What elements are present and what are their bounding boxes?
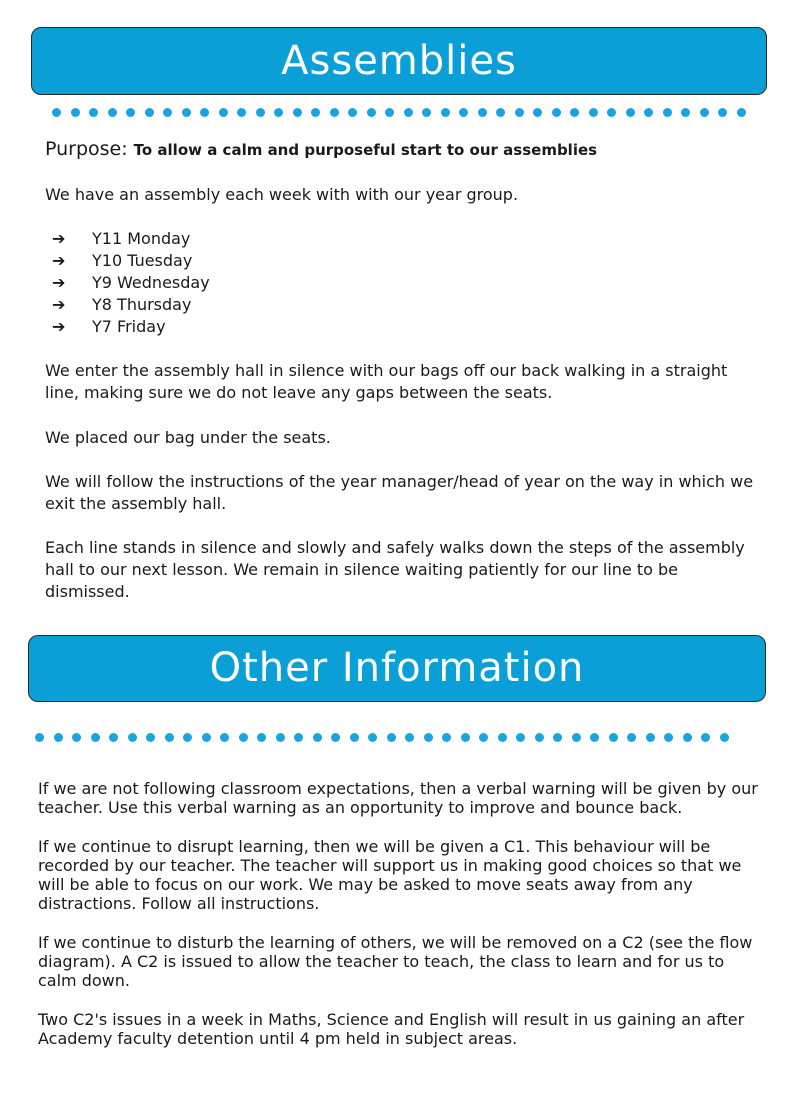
divider-dot [626,108,635,117]
arrow-icon: ➔ [52,317,66,336]
divider-dot [552,108,561,117]
divider-dot [644,108,653,117]
divider-dot [367,108,376,117]
purpose-line [45,138,597,161]
divider-dot [257,733,266,742]
divider-dot [461,733,470,742]
day-label: Y10 Tuesday [92,251,193,270]
assembly-paragraph: We placed our bag under the seats. [45,428,331,447]
divider-dot [516,733,525,742]
divider-dot [496,108,505,117]
divider-dot [200,108,209,117]
arrow-icon: ➔ [52,273,66,292]
dotted-divider-2 [35,733,723,743]
divider-dot [663,108,672,117]
assembly-paragraph: We will follow the instructions of the year manager/head of year on the way in which we exit the assembly hall. [45,472,754,513]
divider-dot [220,733,229,742]
day-label: Y11 Monday [92,229,191,248]
divider-dot [109,733,118,742]
divider-dot [442,733,451,742]
arrow-icon: ➔ [52,295,66,314]
divider-dot [219,108,228,117]
assemblies-heading: Assemblies [31,27,767,95]
divider-dot [331,733,340,742]
divider-dot [350,733,359,742]
divider-dot [91,733,100,742]
divider-dot [202,733,211,742]
day-label: Y8 Thursday [92,295,192,314]
arrow-icon: ➔ [52,229,66,248]
divider-dot [478,108,487,117]
assembly-paragraph: We enter the assembly hall in silence with our bags off our back walking in a straight line, making sure we do not leave any gaps between the seats. [45,361,728,402]
divider-dot [126,108,135,117]
divider-dot [128,733,137,742]
divider-dot [479,733,488,742]
divider-dot [459,108,468,117]
divider-dot [52,108,61,117]
divider-dot [89,108,98,117]
divider-dot [737,108,746,117]
divider-dot [54,733,63,742]
divider-dot [424,733,433,742]
divider-dot [553,733,562,742]
divider-dot [422,108,431,117]
divider-dot [108,108,117,117]
divider-dot [404,108,413,117]
divider-dot [441,108,450,117]
divider-dot [313,733,322,742]
day-label: Y7 Friday [92,317,166,336]
divider-dot [700,108,709,117]
divider-dot [182,108,191,117]
info-paragraph: If we continue to disturb the learning of others, we will be removed on a C2 (see the flow diagram). A C2 is issued to allow the teacher to teach, the class to learn and for us to calm down. [38,933,753,990]
divider-dot [311,108,320,117]
divider-dot [368,733,377,742]
divider-dot [535,733,544,742]
other-information-heading: Other Information [28,635,766,702]
purpose-label: Purpose: [45,138,128,160]
divider-dot [515,108,524,117]
assembly-paragraph: Each line stands in silence and slowly and safely walks down the steps of the assembly hall to our next lesson. We remain in silence waiting patiently for our line to be dismissed. [45,538,745,601]
divider-dot [405,733,414,742]
divider-dot [590,733,599,742]
info-paragraph: Two C2's issues in a week in Maths, Science and English will result in us gaining an after Academy faculty detention until 4 pm held in subject areas. [38,1010,745,1048]
divider-dot [72,733,81,742]
divider-dot [256,108,265,117]
divider-dot [348,108,357,117]
day-list-item [52,228,210,250]
day-list-item [52,294,210,316]
divider-dot [293,108,302,117]
divider-dot [294,733,303,742]
assembly-day-list [52,228,210,338]
info-paragraph: If we are not following classroom expectations, then a verbal warning will be given by our teacher. Use this verbal warning as an opportunity to improve and bounce back. [38,779,758,817]
divider-dot [71,108,80,117]
divider-dot [274,108,283,117]
divider-dot [276,733,285,742]
divider-dot [646,733,655,742]
divider-dot [239,733,248,742]
divider-dot [589,108,598,117]
purpose-text: To allow a calm and purposeful start to our assemblies [133,141,598,159]
day-list-item [52,316,210,338]
divider-dot [330,108,339,117]
day-list-item [52,250,210,272]
divider-dot [718,108,727,117]
divider-dot [570,108,579,117]
day-label: Y9 Wednesday [92,273,210,292]
divider-dot [607,108,616,117]
arrow-icon: ➔ [52,251,66,270]
divider-dot [387,733,396,742]
divider-dot [145,108,154,117]
day-list-item [52,272,210,294]
divider-dot [237,108,246,117]
divider-dot [35,733,44,742]
info-paragraph: If we continue to disrupt learning, then we will be given a C1. This behaviour will be recorded by our teacher. The teacher will support us in making good choices so that we will be able to focus on our work. We may be asked to move seats away from any distractions. Follow all instructions. [38,837,742,913]
divider-dot [533,108,542,117]
divider-dot [683,733,692,742]
divider-dot [146,733,155,742]
divider-dot [701,733,710,742]
assembly-intro: We have an assembly each week with with our year group. [45,185,519,204]
divider-dot [627,733,636,742]
divider-dot [609,733,618,742]
divider-dot [165,733,174,742]
divider-dot [385,108,394,117]
divider-dot [498,733,507,742]
divider-dot [572,733,581,742]
divider-dot [720,733,729,742]
divider-dot [163,108,172,117]
divider-dot [664,733,673,742]
dotted-divider-1 [52,108,742,118]
divider-dot [681,108,690,117]
divider-dot [183,733,192,742]
